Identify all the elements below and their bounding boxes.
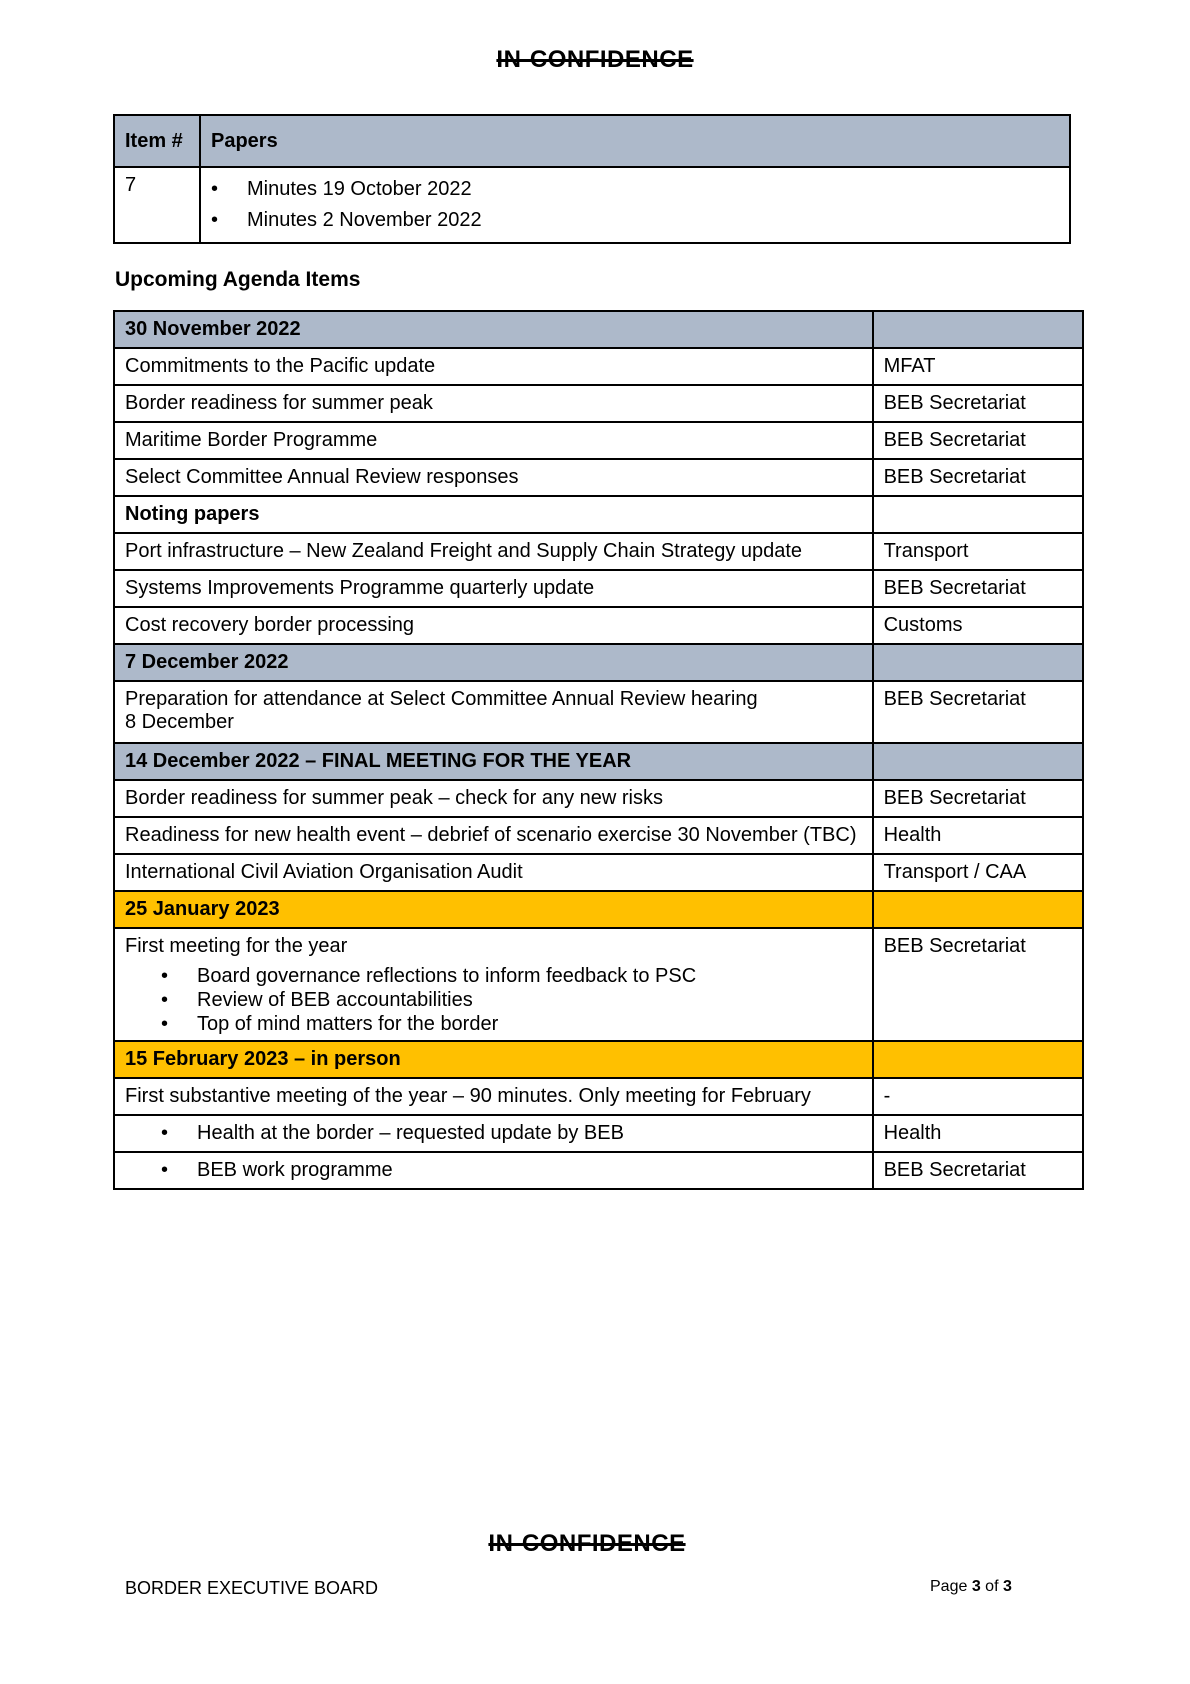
- papers-list: [211, 174, 1059, 236]
- page-current: 3: [971, 1578, 981, 1595]
- agenda-owner: BEB Secretariat: [873, 422, 1083, 459]
- agenda-item: [114, 681, 873, 743]
- agenda-item-bullet: • Health at the border – requested update by BEB: [125, 1122, 862, 1145]
- agenda-item: International Civil Aviation Organisation Audit: [114, 854, 873, 891]
- table-row: [114, 607, 1083, 644]
- agenda-owner: Transport / CAA: [873, 854, 1083, 891]
- agenda-item-bullet: • BEB work programme: [125, 1159, 862, 1182]
- list-item: • Minutes 2 November 2022: [211, 205, 1059, 236]
- agenda-item: [114, 928, 873, 1041]
- table-row: [114, 780, 1083, 817]
- table-row: [114, 681, 1083, 743]
- agenda-owner: Customs: [873, 607, 1083, 644]
- noting-papers-label: Noting papers: [114, 496, 873, 533]
- agenda-item: [114, 1152, 873, 1189]
- table-row: [114, 422, 1083, 459]
- agenda-item: Cost recovery border processing: [114, 607, 873, 644]
- agenda-owner: BEB Secretariat: [873, 385, 1083, 422]
- papers-table: [113, 114, 1071, 244]
- footer-org-name: BORDER EXECUTIVE BOARD: [125, 1578, 379, 1598]
- table-row: [114, 570, 1083, 607]
- agenda-item: Border readiness for summer peak: [114, 385, 873, 422]
- table-row: [114, 167, 1070, 243]
- table-row: [114, 928, 1083, 1041]
- agenda-date-row: [114, 311, 1083, 348]
- agenda-item: Systems Improvements Programme quarterly update: [114, 570, 873, 607]
- page-mid: of: [980, 1578, 1003, 1595]
- table-row: [114, 459, 1083, 496]
- agenda-owner: BEB Secretariat: [873, 928, 1083, 1041]
- agenda-item: First substantive meeting of the year – 90 minutes. Only meeting for February: [114, 1078, 873, 1115]
- agenda-owner: Transport: [873, 533, 1083, 570]
- page-total: 3: [1002, 1578, 1012, 1595]
- column-header-item: Item #: [114, 115, 200, 167]
- list-item: • Minutes 19 October 2022: [211, 174, 1059, 205]
- agenda-owner: Health: [873, 817, 1083, 854]
- agenda-date: 14 December 2022 – FINAL MEETING FOR THE YEAR: [114, 743, 873, 780]
- agenda-owner-blank: [873, 1041, 1083, 1078]
- agenda-owner: Health: [873, 1115, 1083, 1152]
- agenda-table: [113, 310, 1084, 1190]
- papers-list-cell: [200, 167, 1070, 243]
- agenda-owner: BEB Secretariat: [873, 459, 1083, 496]
- agenda-item-line: 8 December: [125, 711, 234, 733]
- agenda-date-row: [114, 1041, 1083, 1078]
- agenda-owner-blank: [873, 311, 1083, 348]
- table-row: [114, 1152, 1083, 1189]
- classification-header: IN-CONFIDENCE: [496, 46, 694, 73]
- agenda-item: [114, 1115, 873, 1152]
- agenda-date: 25 January 2023: [114, 891, 873, 928]
- agenda-item: Commitments to the Pacific update: [114, 348, 873, 385]
- agenda-owner: [873, 496, 1083, 533]
- agenda-item: Select Committee Annual Review responses: [114, 459, 873, 496]
- table-row: [114, 1078, 1083, 1115]
- agenda-date: 7 December 2022: [114, 644, 873, 681]
- agenda-item: Border readiness for summer peak – check for any new risks: [114, 780, 873, 817]
- agenda-date-row: [114, 891, 1083, 928]
- agenda-date-row: [114, 743, 1083, 780]
- agenda-item: Maritime Border Programme: [114, 422, 873, 459]
- list-item: • Top of mind matters for the border: [125, 1012, 862, 1036]
- classification-footer: IN-CONFIDENCE: [488, 1530, 686, 1557]
- agenda-item-bullets: [125, 964, 862, 1036]
- table-row: [114, 496, 1083, 533]
- agenda-owner-blank: [873, 891, 1083, 928]
- agenda-date: 15 February 2023 – in person: [114, 1041, 873, 1078]
- page-number: [930, 1578, 1012, 1596]
- agenda-owner: BEB Secretariat: [873, 570, 1083, 607]
- papers-table-header: [114, 115, 1070, 167]
- section-heading: Upcoming Agenda Items: [115, 268, 361, 291]
- agenda-owner-blank: [873, 743, 1083, 780]
- table-row: [114, 854, 1083, 891]
- agenda-owner: BEB Secretariat: [873, 780, 1083, 817]
- agenda-owner: MFAT: [873, 348, 1083, 385]
- table-row: [114, 533, 1083, 570]
- agenda-item-line: Preparation for attendance at Select Committee Annual Review hearing: [125, 688, 758, 710]
- agenda-owner: BEB Secretariat: [873, 1152, 1083, 1189]
- agenda-date: 30 November 2022: [114, 311, 873, 348]
- agenda-item: Readiness for new health event – debrief of scenario exercise 30 November (TBC): [114, 817, 873, 854]
- page-prefix: Page: [930, 1578, 972, 1595]
- table-row: [114, 817, 1083, 854]
- list-item: • Review of BEB accountabilities: [125, 988, 862, 1012]
- item-number: 7: [114, 167, 200, 243]
- agenda-item: Port infrastructure – New Zealand Freight and Supply Chain Strategy update: [114, 533, 873, 570]
- agenda-owner: -: [873, 1078, 1083, 1115]
- column-header-papers: Papers: [200, 115, 1070, 167]
- agenda-owner: BEB Secretariat: [873, 681, 1083, 743]
- table-row: [114, 1115, 1083, 1152]
- agenda-item-title: First meeting for the year: [125, 935, 348, 957]
- list-item: • Board governance reflections to inform feedback to PSC: [125, 964, 862, 988]
- agenda-owner-blank: [873, 644, 1083, 681]
- table-row: [114, 385, 1083, 422]
- table-row: [114, 348, 1083, 385]
- agenda-date-row: [114, 644, 1083, 681]
